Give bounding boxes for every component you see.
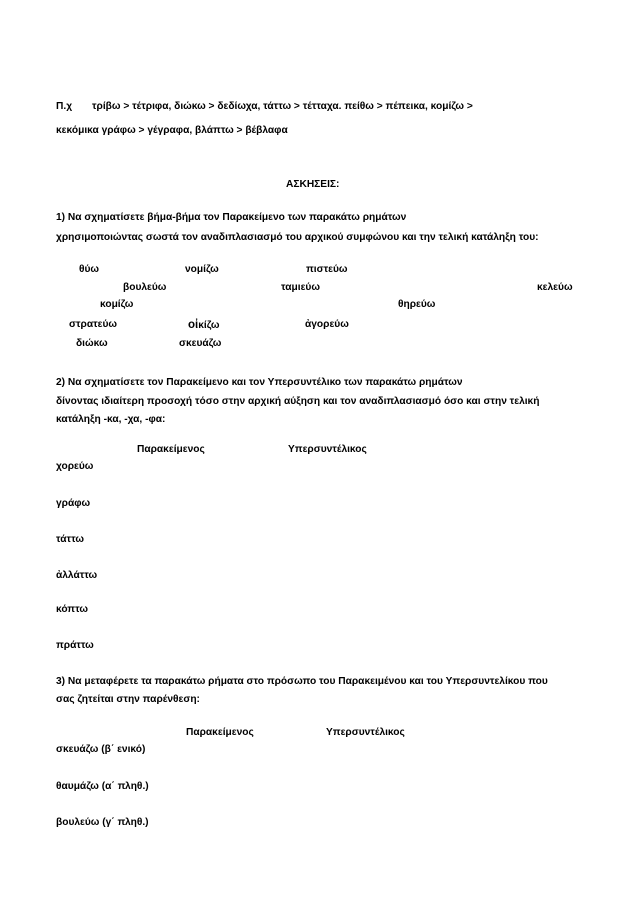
intro-examples-line2: κεκόμικα γράφω > γέγραφα, βλάπτω > βέβλαφα <box>56 125 288 136</box>
section-title: ΑΣΚΗΣΕΙΣ: <box>286 179 340 190</box>
exercise-3-instruction-line1: 3) Να μεταφέρετε τα παρακάτω ρήματα στο πρόσωπο του Παρακειμένου και του Υπερσυντελίκου που <box>56 676 548 687</box>
exercise-2-header-perfect: Παρακείμενος <box>137 444 205 455</box>
exercise-2-verb: χορεύω <box>56 461 94 472</box>
exercise-3-header-perfect: Παρακείμενος <box>186 727 254 738</box>
exercise-1-instruction-line1: 1) Να σχηματίσετε βήμα-βήμα τον Παρακείμενο των παρακάτω ρημάτων <box>56 212 407 223</box>
intro-examples-line1: τρίβω > τέτριφα, διώκω > δεδίωχα, τάττω > τέτταχα. πείθω > πέπεικα, κομίζω > <box>92 101 473 112</box>
exercise-3-verb: θαυμάζω (α΄ πληθ.) <box>56 781 149 792</box>
verb-oikizo <box>188 320 219 332</box>
exercise-2-instruction-line2: δίνοντας ιδιαίτερη προσοχή τόσο στην αρχική αύξηση και τον αναδιπλασιασμό όσο και στην τελική <box>56 396 540 407</box>
verb-dioko: διώκω <box>76 338 108 349</box>
verb-pisteuo: πιστεύω <box>306 264 348 275</box>
exercise-3-instruction-line2: σας ζητείται στην παρένθεση: <box>56 694 200 705</box>
exercise-2-verb: ἀλλάττω <box>56 570 98 581</box>
verb-agoreuo: ἀγορεύω <box>305 319 349 330</box>
verb-komizo: κομίζω <box>100 299 134 310</box>
intro-example-prefix: Π.χ <box>56 101 73 112</box>
verb-keleuo: κελεύω <box>537 282 573 293</box>
exercise-2-verb: γράφω <box>56 498 91 509</box>
exercise-3-header-pluperfect: Υπερσυντέλικος <box>326 727 405 738</box>
exercise-2-header-pluperfect: Υπερσυντέλικος <box>288 444 367 455</box>
verb-strateuo: στρατεύω <box>69 319 117 330</box>
verb-thireuo: θηρεύω <box>398 299 436 310</box>
exercise-3-verb: σκευάζω (β΄ ενικό) <box>56 744 146 755</box>
exercise-2-verb: πράττω <box>56 640 94 651</box>
exercise-2-instruction-line1: 2) Να σχηματίσετε τον Παρακείμενο και τον Υπερσυντέλικο των παρακάτω ρημάτων <box>56 377 463 388</box>
verb-skeuazo: σκευάζω <box>179 338 222 349</box>
exercise-2-verb: τάττω <box>56 534 84 545</box>
verb-oikizo-rest: κίζω <box>198 320 220 331</box>
verb-oikizo-prefix: οἰ <box>188 319 199 331</box>
verb-thyo: θύω <box>79 264 100 275</box>
exercise-1-instruction-line2: χρησιμοποιώντας σωστά τον αναδιπλασιασμό του αρχικού συμφώνου και την τελική κατάληξη του: <box>56 232 539 243</box>
exercise-3-verb: βουλεύω (γ΄ πληθ.) <box>56 817 149 828</box>
exercise-2-verb: κόπτω <box>56 604 88 615</box>
verb-vouleuo: βουλεύω <box>123 282 167 293</box>
exercise-2-instruction-line3: κατάληξη -κα, -χα, -φα: <box>56 414 166 425</box>
verb-nomizo: νομίζω <box>185 264 219 275</box>
verb-tamieuo: ταμιεύω <box>281 282 320 293</box>
